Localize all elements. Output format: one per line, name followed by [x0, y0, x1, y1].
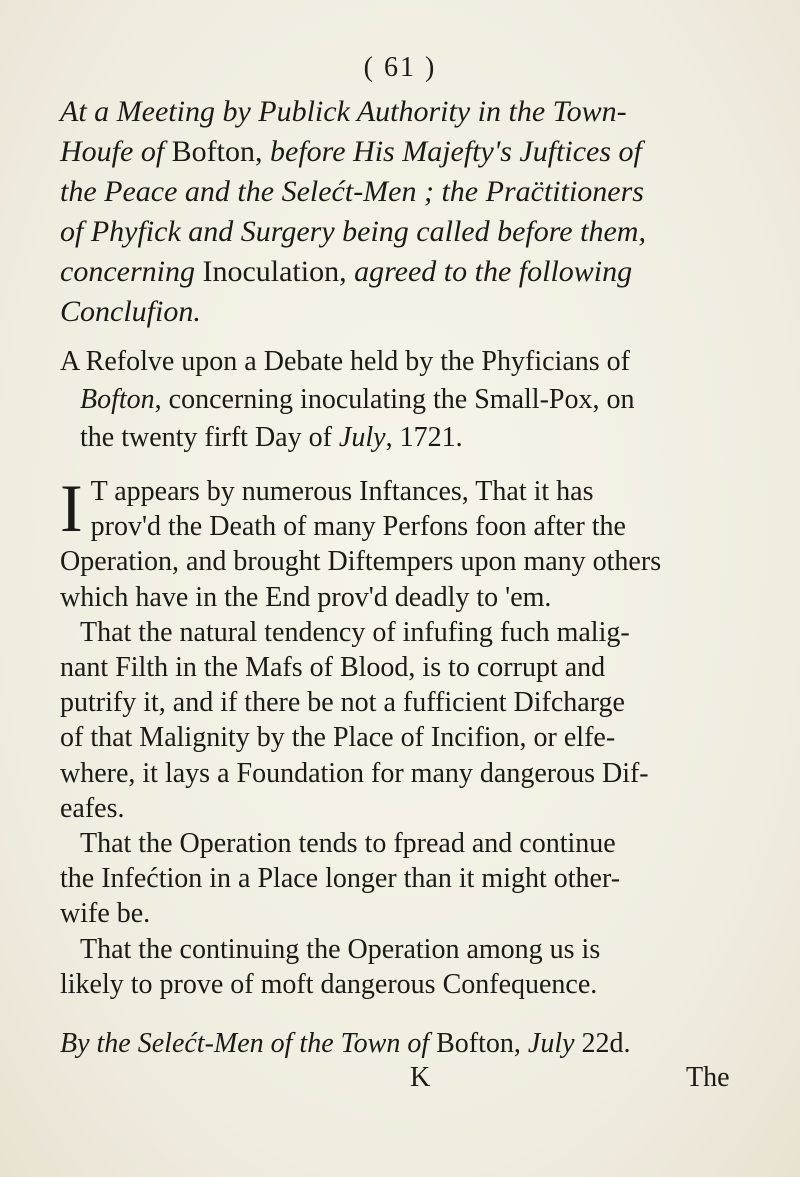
- heading-line: [60, 132, 750, 172]
- heading-text: concerning: [60, 255, 203, 288]
- heading-text: Houfe of: [60, 135, 172, 168]
- body-line: where, it lays a Foundation for many dangerous Dif-: [60, 757, 649, 789]
- drop-cap: I: [60, 470, 83, 546]
- body-line: That the continuing the Operation among us is: [80, 933, 601, 965]
- body-line: likely to prove of moft dangerous Confequence.: [60, 968, 598, 1000]
- heading-line: the Peace and the Selećt-Men ; the Prac̈titioners: [60, 175, 644, 208]
- first-paragraph: [60, 470, 750, 615]
- meeting-heading: [60, 92, 750, 332]
- body-line: That the natural tendency of infufing fuch malig-: [80, 616, 630, 648]
- heading-line: of Phyfick and Surgery being called before them,: [60, 215, 646, 248]
- signoff-authority: By the Selećt-Men of the Town of: [60, 1028, 437, 1059]
- resolve-month: July: [338, 422, 386, 453]
- body-line: putrify it, and if there be not a fufficient Difcharge: [60, 687, 625, 719]
- resolve-line: [60, 381, 750, 419]
- body-text: [60, 470, 750, 1002]
- signoff-line: [60, 1027, 750, 1061]
- heading-text: before His Majefty's Juftices of: [262, 135, 642, 168]
- body-line: prov'd the Death of many Perfons foon after the: [90, 511, 626, 543]
- catchword: The: [686, 1062, 730, 1093]
- resolve-line: A Refolve upon a Debate held by the Phyficians of: [60, 346, 630, 377]
- heading-place-name: Bofton,: [171, 135, 263, 168]
- body-line: the Infećtion in a Place longer than it might other-: [60, 863, 621, 895]
- signoff-text: [60, 1027, 750, 1061]
- body-line: wife be.: [60, 898, 151, 930]
- heading-line: At a Meeting by Publick Authority in the Town-: [60, 95, 627, 128]
- resolve-line: [60, 419, 750, 457]
- signoff-place-name: Bofton,: [436, 1028, 521, 1059]
- body-line: nant Filth in the Mafs of Blood, is to corrupt and: [60, 652, 606, 684]
- body-line: of that Malignity by the Place of Incifion, or elfe-: [60, 722, 616, 754]
- resolve-paragraph: [60, 343, 750, 457]
- body-line: T appears by numerous Inftances, That it has: [90, 476, 594, 507]
- resolve-text: the twenty firft Day of: [80, 422, 339, 453]
- body-line: That the Operation tends to fpread and continue: [80, 828, 616, 860]
- body-line: eafes.: [60, 792, 125, 824]
- heading-line: Conclufion.: [60, 295, 201, 328]
- resolve-text: , concerning inoculating the Small-Pox, on: [154, 384, 635, 415]
- body-line: Operation, and brought Diftempers upon many others: [60, 546, 662, 578]
- heading-subject: Inoculation,: [202, 255, 347, 288]
- signature-mark: K: [410, 1062, 431, 1093]
- body-line: which have in the End prov'd deadly to 'em.: [60, 581, 552, 613]
- signoff-month: July: [520, 1028, 575, 1059]
- signoff-day: 22d.: [574, 1028, 631, 1059]
- heading-text: agreed to the following: [346, 255, 633, 288]
- resolve-text: , 1721.: [385, 422, 463, 453]
- heading-line: [60, 252, 750, 292]
- resolve-place-name: Bofton: [80, 384, 155, 415]
- page-number: ( 61 ): [363, 52, 437, 83]
